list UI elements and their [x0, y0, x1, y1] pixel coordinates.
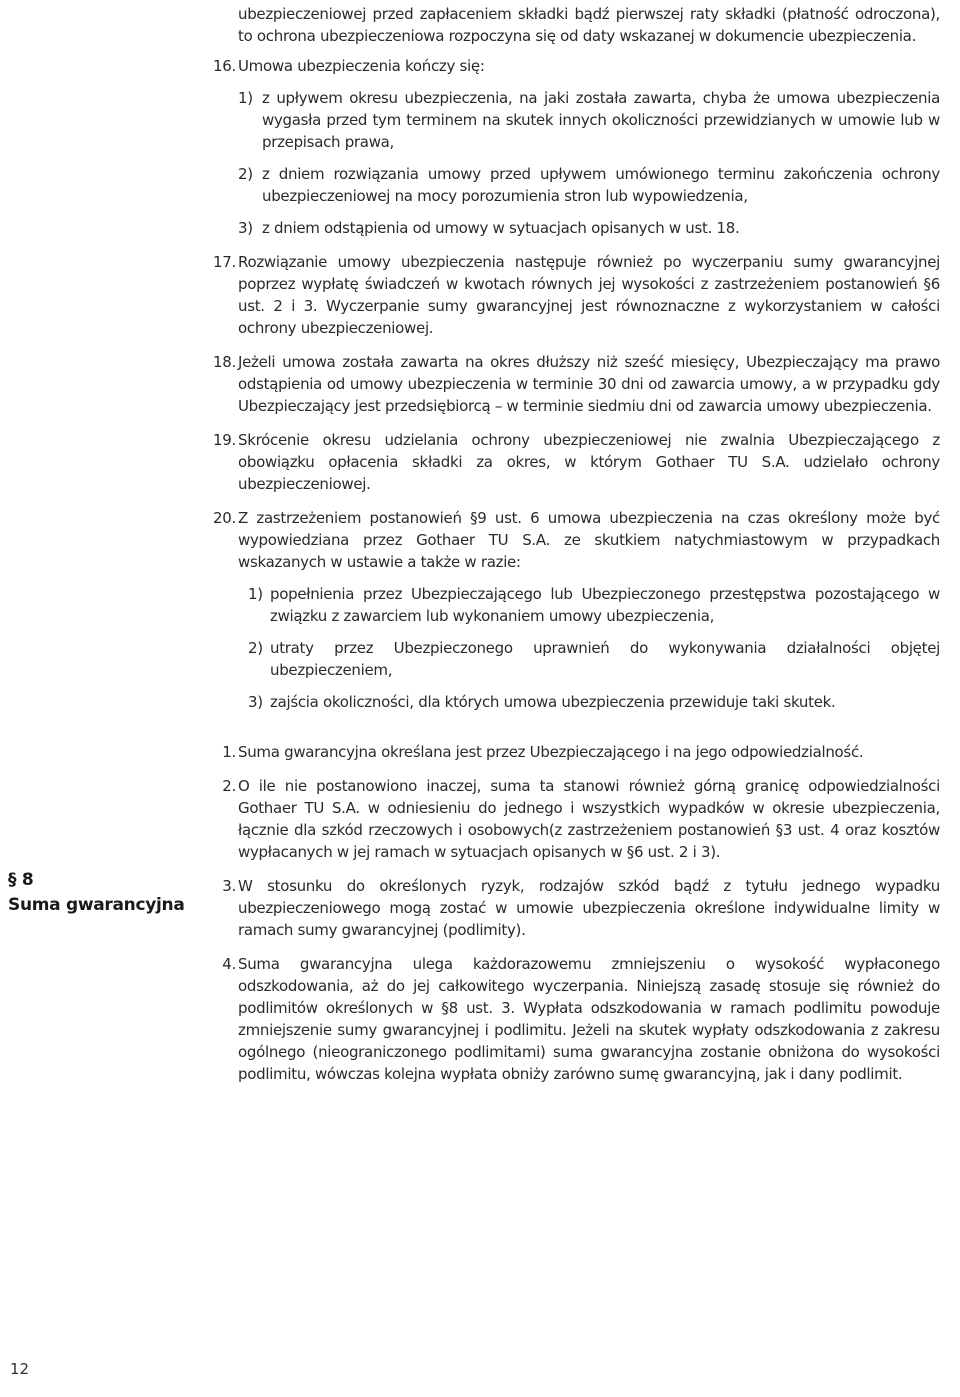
section-title: Suma gwarancyjna — [8, 895, 185, 915]
item-number: 4. — [222, 955, 236, 973]
sub-item-number: 2) — [238, 165, 253, 183]
list-item-16 — [200, 55, 940, 77]
sub-item — [200, 583, 940, 627]
sub-item-number: 1) — [248, 585, 263, 603]
sub-item-number: 3) — [248, 693, 263, 711]
section-spacer — [200, 713, 940, 733]
sub-item-text: z upływem okresu ubezpieczenia, na jaki została zawarta, chyba że umowa ubezpieczenia wygasła przed tym terminem na skutek innych okoliczności przewidzianych w umowie lub w przepisach prawa, — [262, 89, 940, 151]
item-text: Jeżeli umowa została zawarta na okres dłuższy niż sześć miesięcy, Ubezpieczający ma prawo odstąpienia od umowy ubezpieczenia w terminie 30 dni od zawarcia umowy, a w przypadku gdy Ubezpieczający jest przedsiębiorcą – w terminie siedmiu dni od zawarcia umowy ubezpieczenia. — [238, 353, 940, 415]
item-number: 16. — [213, 57, 236, 75]
sub-item-text: zajścia okoliczności, dla których umowa ubezpieczenia przewiduje taki skutek. — [270, 693, 836, 711]
section-item-2 — [200, 775, 940, 863]
list-item-19 — [200, 429, 940, 495]
sub-item — [200, 637, 940, 681]
item-text: Suma gwarancyjna określana jest przez Ubezpieczającego i na jego odpowiedzialność. — [238, 743, 864, 761]
sub-item — [200, 691, 940, 713]
section-heading — [8, 868, 188, 918]
item-text: Z zastrzeżeniem postanowień §9 ust. 6 umowa ubezpieczenia na czas określony może być wypowiedziana przez Gothaer TU S.A. ze skutkiem natychmiastowym w przypadkach wskazanych w ustawie a także w razie: — [238, 509, 940, 571]
item-number: 1. — [222, 743, 236, 761]
sub-item-text: popełnienia przez Ubezpieczającego lub Ubezpieczonego przestępstwa pozostającego w związku z zawarciem lub wykonaniem umowy ubezpieczenia, — [270, 585, 940, 625]
page-number: 12 — [10, 1360, 30, 1378]
intro-paragraph: ubezpieczeniowej przed zapłaceniem składki bądź pierwszej raty składki (płatność odroczona), to ochrona ubezpieczeniowa rozpoczyna się od daty wskazanej w dokumencie ubezpieczenia. — [238, 5, 940, 45]
item-number: 2. — [222, 777, 236, 795]
section-number: § 8 — [8, 870, 34, 890]
sub-item — [200, 217, 940, 239]
sub-item — [200, 87, 940, 153]
sub-item-text: z dniem odstąpienia od umowy w sytuacjach opisanych w ust. 18. — [262, 219, 740, 237]
item-text: Skrócenie okresu udzielania ochrony ubezpieczeniowej nie zwalnia Ubezpieczającego z obowiązku opłacenia składki za okres, w którym Gothaer TU S.A. udzielało ochrony ubezpieczeniowej. — [238, 431, 940, 493]
sub-item-number: 2) — [248, 639, 263, 657]
section-item-4 — [200, 953, 940, 1085]
item-number: 19. — [213, 431, 236, 449]
sub-item — [200, 163, 940, 207]
item-text: Umowa ubezpieczenia kończy się: — [238, 57, 485, 75]
section-item-1 — [200, 741, 940, 763]
item-text: O ile nie postanowiono inaczej, suma ta stanowi również górną granicę odpowiedzialności Gothaer TU S.A. w odniesieniu do jednego i wszystkich wypadków w okresie ubezpieczenia, łącznie dla szkód rzeczowych i osobowych(z zastrzeżeniem postanowień §3 ust. 4 oraz kosztów wypłacanych w jej ramach w sytuacjach opisanych w §6 ust. 2 i 3). — [238, 777, 940, 861]
list-item-20 — [200, 507, 940, 573]
item-text: Suma gwarancyjna ulega każdorazowemu zmniejszeniu o wysokość wypłaconego odszkodowania, aż do jej całkowitego wyczerpania. Niniejszą zasadę stosuje się również do podlimitów określonych w §8 ust. 3. Wypłata odszkodowania w ramach podlimitu powoduje zmniejszenie sumy gwarancyjnej i podlimitu. Jeżeli na skutek wypłaty odszkodowania z zakresu ogólnego (nieograniczonego podlimitami) suma gwarancyjna zostanie obniżona do wysokości podlimitu, wówczas kolejna wypłata obniży zarówno sumę gwarancyjną, jak i dany podlimit. — [238, 955, 940, 1083]
main-text-column — [200, 3, 940, 1085]
list-item-17 — [200, 251, 940, 339]
item-text: Rozwiązanie umowy ubezpieczenia następuje również po wyczerpaniu sumy gwarancyjnej poprzez wypłatę świadczeń w kwotach równych jej wysokości z zastrzeżeniem postanowień §6 ust. 2 i 3. Wyczerpanie sumy gwarancyjnej jest równoznaczne z wykorzystaniem w całości ochrony ubezpieczeniowej. — [238, 253, 940, 337]
sub-item-text: utraty przez Ubezpieczonego uprawnień do wykonywania działalności objętej ubezpieczeniem, — [270, 639, 940, 679]
item-number: 3. — [222, 877, 236, 895]
section-item-3 — [200, 875, 940, 941]
item-number: 20. — [213, 509, 236, 527]
sub-item-text: z dniem rozwiązania umowy przed upływem umówionego terminu zakończenia ochrony ubezpieczeniowej na mocy porozumienia stron lub wypowiedzenia, — [262, 165, 940, 205]
item-text: W stosunku do określonych ryzyk, rodzajów szkód bądź z tytułu jednego wypadku ubezpieczeniowego mogą zostać w umowie ubezpieczenia określone indywidualne limity w ramach sumy gwarancyjnej (podlimity). — [238, 877, 940, 939]
sub-item-number: 1) — [238, 89, 253, 107]
item-number: 17. — [213, 253, 236, 271]
item-number: 18. — [213, 353, 236, 371]
list-item-18 — [200, 351, 940, 417]
sub-item-number: 3) — [238, 219, 253, 237]
